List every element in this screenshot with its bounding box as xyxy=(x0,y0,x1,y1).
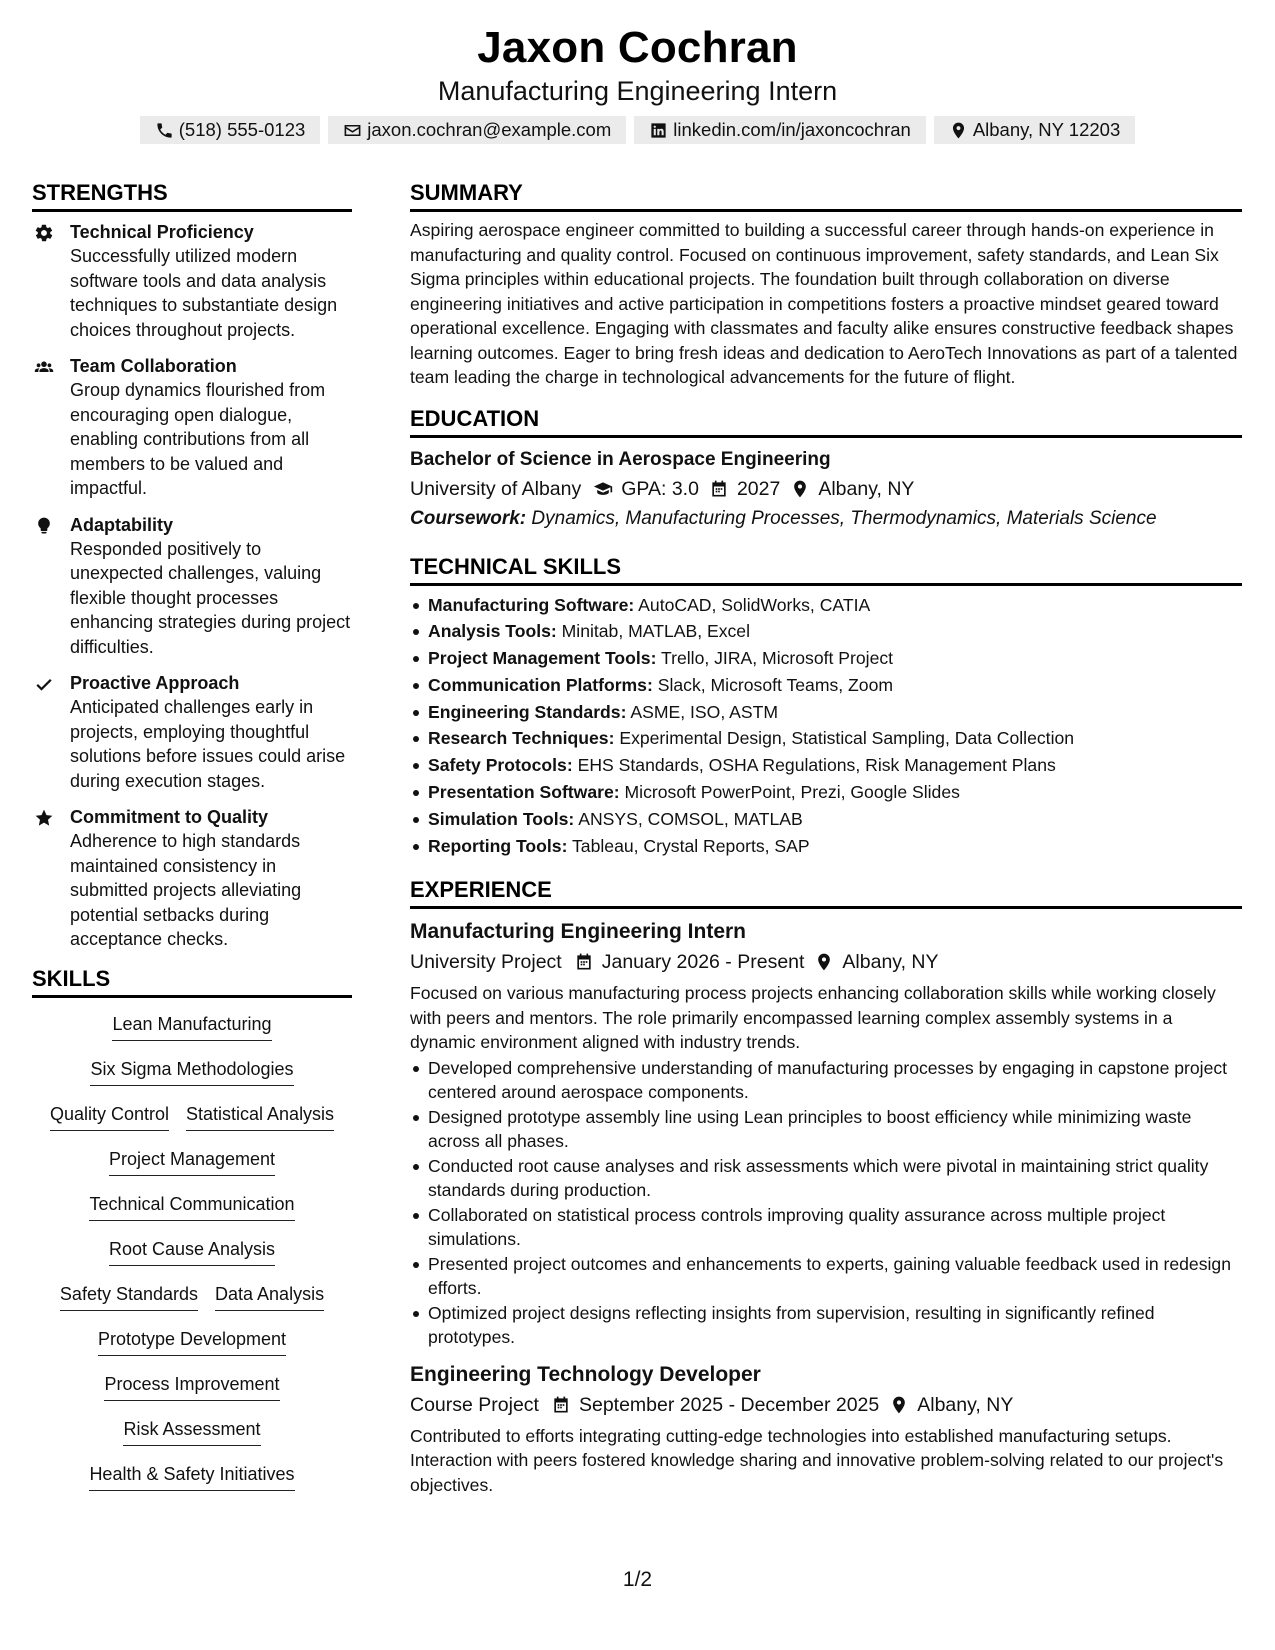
skills-heading: SKILLS xyxy=(32,964,352,998)
check-icon xyxy=(34,674,54,694)
strengths-section xyxy=(32,178,352,952)
right-column xyxy=(410,178,1242,1497)
gpa-text: GPA: 3.0 xyxy=(621,477,699,500)
job-bullet: Optimized project designs reflecting insights from supervision, resulting in significantly refined prototypes. xyxy=(410,1301,1242,1350)
summary-text: Aspiring aerospace engineer committed to building a successful career through hands-on experience in manufacturing and quality control. Focused on continuous improvement, safety standards, and Lean Six Sigma principles within educational projects. The foundation built through collaboration on diverse engineering initiatives and active participation in competitions fosters a proactive mindset geared toward operational excellence. Engaging with classmates and faculty alike ensures constructive feedback shapes learning outcomes. Eager to bring fresh ideas and dedication to AeroTech Innovations as part of a talented team leading the charge in technological advancements for the future of flight. xyxy=(410,220,1238,387)
school-location: Albany, NY xyxy=(818,477,915,500)
skill-tag: Process Improvement xyxy=(104,1372,279,1401)
tech-skill-item xyxy=(410,725,1242,752)
tech-skill-value: Trello, JIRA, Microsoft Project xyxy=(661,648,894,669)
job-dates: September 2025 - December 2025 xyxy=(578,1393,880,1416)
education-heading: EDUCATION xyxy=(410,404,1242,438)
skill-tag: Six Sigma Methodologies xyxy=(90,1057,293,1086)
tech-skill-label: Manufacturing Software: xyxy=(428,594,635,615)
contact-location xyxy=(934,116,1135,144)
strength-title: Adaptability xyxy=(70,514,174,535)
job-org: University Project xyxy=(410,951,562,974)
contact-bar xyxy=(0,116,1275,144)
linkedin-text: linkedin.com/in/jaxoncochran xyxy=(673,119,911,140)
technical-skills-section xyxy=(410,552,1242,860)
strengths-heading: STRENGTHS xyxy=(32,178,352,212)
lightbulb-icon xyxy=(34,516,54,536)
strength-title: Proactive Approach xyxy=(70,673,240,693)
tech-skill-item xyxy=(410,752,1242,779)
strength-desc: Responded positively to unexpected challenges, valuing flexible thought processes enhancing strategies during project difficulties. xyxy=(70,538,351,657)
job-title: Manufacturing Engineering Intern xyxy=(410,920,747,944)
skill-tag: Statistical Analysis xyxy=(186,1102,334,1131)
job-bullet: Developed comprehensive understanding of manufacturing processes by engaging in capstone project centered around aerospace components. xyxy=(410,1056,1242,1105)
contact-email[interactable] xyxy=(328,116,626,144)
tech-skill-item xyxy=(410,699,1242,726)
tech-skill-label: Simulation Tools: xyxy=(428,808,575,829)
left-column xyxy=(32,178,352,1507)
grad-year: 2027 xyxy=(736,477,781,500)
job-bullet: Collaborated on statistical process controls improving quality assurance across multiple project simulations. xyxy=(410,1203,1242,1252)
calendar-icon xyxy=(551,1395,571,1415)
calendar-icon xyxy=(709,479,729,499)
coursework-label: Coursework: xyxy=(410,507,527,529)
job-bullet: Conducted root cause analyses and risk assessments which were pivotal in maintaining strict quality standards during production. xyxy=(410,1154,1242,1203)
tech-skill-value: Experimental Design, Statistical Sampling, Data Collection xyxy=(619,728,1075,749)
degree-title: Bachelor of Science in Aerospace Engineering xyxy=(410,448,831,470)
strength-item xyxy=(32,805,352,952)
skill-tag: Health & Safety Initiatives xyxy=(89,1462,294,1491)
tech-skill-item xyxy=(410,618,1242,645)
map-pin-icon xyxy=(949,121,968,140)
job-meta xyxy=(410,1390,1242,1420)
candidate-title: Manufacturing Engineering Intern xyxy=(437,76,838,106)
tech-skill-value: AutoCAD, SolidWorks, CATIA xyxy=(638,594,871,615)
job-title: Engineering Technology Developer xyxy=(410,1362,761,1386)
job-location: Albany, NY xyxy=(842,951,939,974)
graduation-cap-icon xyxy=(593,479,613,499)
skill-tag: Safety Standards xyxy=(60,1282,198,1311)
resume-header xyxy=(0,22,1275,144)
tech-skill-item xyxy=(410,592,1242,619)
job-entry xyxy=(410,917,1242,1350)
strength-desc: Successfully utilized modern software tools and data analysis techniques to substantiate design choices throughout projects. xyxy=(70,246,338,340)
strength-desc: Anticipated challenges early in projects, employing thoughtful solutions before issues could arise during execution stages. xyxy=(70,697,346,791)
users-icon xyxy=(34,357,54,377)
school-name: University of Albany xyxy=(410,477,582,500)
skill-tag: Risk Assessment xyxy=(123,1417,260,1446)
contact-linkedin[interactable] xyxy=(634,116,926,144)
tech-skill-label: Engineering Standards: xyxy=(428,701,627,722)
skill-tag: Technical Communication xyxy=(89,1192,294,1221)
summary-section xyxy=(410,178,1242,390)
job-meta xyxy=(410,947,1242,977)
job-bullet: Presented project outcomes and enhancements to experts, gaining valuable feedback used in redesign efforts. xyxy=(410,1252,1242,1301)
tech-skill-item xyxy=(410,672,1242,699)
tech-skill-value: EHS Standards, OSHA Regulations, Risk Management Plans xyxy=(577,755,1056,776)
strength-item xyxy=(32,220,352,342)
strength-title: Team Collaboration xyxy=(70,356,237,376)
linkedin-icon xyxy=(649,121,668,140)
job-dates: January 2026 - Present xyxy=(601,951,805,974)
tech-skill-value: ANSYS, COMSOL, MATLAB xyxy=(578,808,803,829)
tech-skill-label: Safety Protocols: xyxy=(428,755,573,776)
email-text: jaxon.cochran@example.com xyxy=(367,119,612,140)
experience-section xyxy=(410,875,1242,1497)
tech-skill-value: Tableau, Crystal Reports, SAP xyxy=(572,835,810,856)
tech-skill-label: Analysis Tools: xyxy=(428,621,557,642)
contact-phone[interactable] xyxy=(140,116,321,144)
skill-tag: Prototype Development xyxy=(98,1327,286,1356)
page-number: 1/2 xyxy=(622,1568,653,1591)
strength-title: Commitment to Quality xyxy=(70,807,269,827)
phone-icon xyxy=(155,121,174,140)
tech-skill-item xyxy=(410,645,1242,672)
skill-tag: Lean Manufacturing xyxy=(112,1012,271,1041)
tech-skill-label: Project Management Tools: xyxy=(428,648,657,669)
education-meta xyxy=(410,474,1242,504)
tech-skill-label: Research Techniques: xyxy=(428,728,615,749)
tech-skill-label: Communication Platforms: xyxy=(428,674,653,695)
calendar-icon xyxy=(574,952,594,972)
skills-section xyxy=(32,964,352,1507)
strength-desc: Group dynamics flourished from encouraging open dialogue, enabling contributions from all members to be valued and impactful. xyxy=(70,380,326,498)
map-pin-icon xyxy=(790,479,810,499)
tech-skill-item xyxy=(410,806,1242,833)
strength-desc: Adherence to high standards maintained consistency in submitted projects alleviating potential setbacks during acceptance checks. xyxy=(70,831,302,949)
job-description: Contributed to efforts integrating cutting-edge technologies into established manufacturing setups. Interaction with peers fostered knowledge sharing and innovative problem-solving related to our project's objectives. xyxy=(410,1425,1224,1495)
experience-heading: EXPERIENCE xyxy=(410,875,1242,909)
job-entry xyxy=(410,1360,1242,1498)
phone-text: (518) 555-0123 xyxy=(178,119,306,140)
gear-icon xyxy=(34,223,54,243)
skill-tag: Root Cause Analysis xyxy=(109,1237,275,1266)
education-section xyxy=(410,404,1242,534)
strength-title: Technical Proficiency xyxy=(70,222,254,242)
location-text: Albany, NY 12203 xyxy=(972,119,1121,140)
coursework-list: Dynamics, Manufacturing Processes, Thermodynamics, Materials Science xyxy=(531,507,1157,529)
candidate-name: Jaxon Cochran xyxy=(477,23,798,72)
job-description: Focused on various manufacturing process projects enhancing collaboration skills while working closely with peers and mentors. The role primarily encompassed learning complex assembly systems in a dynamic environment aligned with industry trends. xyxy=(410,983,1216,1053)
summary-heading: SUMMARY xyxy=(410,178,1242,212)
strength-item xyxy=(32,671,352,793)
tech-skill-label: Presentation Software: xyxy=(428,782,620,803)
tech-skill-value: Microsoft PowerPoint, Prezi, Google Slides xyxy=(624,782,960,803)
job-org: Course Project xyxy=(410,1393,539,1416)
strength-item xyxy=(32,354,352,501)
tech-skill-value: Minitab, MATLAB, Excel xyxy=(561,621,751,642)
skill-tag: Quality Control xyxy=(50,1102,169,1131)
tech-skill-label: Reporting Tools: xyxy=(428,835,568,856)
star-icon xyxy=(34,808,54,828)
tech-skill-item xyxy=(410,779,1242,806)
tech-skill-item xyxy=(410,833,1242,860)
map-pin-icon xyxy=(814,952,834,972)
envelope-icon xyxy=(343,121,362,140)
skill-tag: Data Analysis xyxy=(215,1282,324,1311)
coursework xyxy=(410,504,1242,534)
map-pin-icon xyxy=(889,1395,909,1415)
tech-skill-value: ASME, ISO, ASTM xyxy=(630,701,778,722)
job-bullet: Designed prototype assembly line using Lean principles to boost efficiency while minimizing waste across all phases. xyxy=(410,1105,1242,1154)
job-location: Albany, NY xyxy=(917,1393,1014,1416)
skill-tag: Project Management xyxy=(109,1147,275,1176)
technical-skills-heading: TECHNICAL SKILLS xyxy=(410,552,1242,586)
tech-skill-value: Slack, Microsoft Teams, Zoom xyxy=(657,674,894,695)
strength-item xyxy=(32,513,352,660)
